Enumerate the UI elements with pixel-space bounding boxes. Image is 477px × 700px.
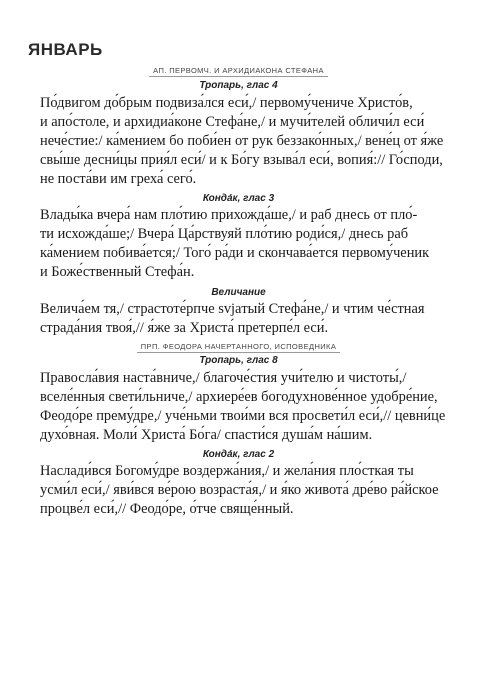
megalynarion-text-stephen: Велича́ем тя,/ страстоте́рпче svjaтый Стефа́не,/ и чтим че́стная страда́ния твоя́,// я́же за Христа́ претерпе́л еси́.: [40, 301, 425, 336]
saint-heading-stephen: АП. ПЕРВОМЧ. И АРХИДИАКОНА СТЕФАНА: [0, 66, 477, 77]
month-title: ЯНВАРЬ: [28, 40, 103, 59]
troparion-text-stephen: По́двигом до́брым подвиза́лся еси́,/ первому́чениче Христо́в, и апо́столе, и архидиа́коне Стефа́не,/ и мучи́телей обличи́л еси́ нече́стие:/ ка́мением бо поби́ен от рук беззако́нных,/ вене́ц от я́же свы́ше десни́цы прия́л еси́/ и к Бо́гу взыва́л еси́, вопия́:// Го́споди, не поста́ви им греха́ сего́.: [40, 95, 444, 187]
kontakion-title-theodore: Конда́к, глас 2: [202, 449, 275, 460]
troparion-text-theodore: Правосла́вия наста́вниче,/ благоче́стия учи́телю и чистоты́,/ вселе́нныя свети́льниче,/ архиере́ев богодухнове́нное удобре́ние, Феодо́ре прему́дре,/ уче́ньми твои́ми вся просвети́л еси́,// цевни́це духо́вная. Моли́ Христа́ Бо́га/ спасти́ся душа́м на́шим.: [40, 370, 446, 443]
troparion-title-stephen: Тропарь, глас 4: [199, 80, 278, 91]
megalynarion-title-stephen: Величание: [211, 287, 266, 298]
saint-heading-theodore: ПРП. ФЕОДОРА НАЧЕРТАННОГО, ИСПОВЕДНИКА: [0, 342, 477, 353]
troparion-title-theodore: Тропарь, глас 8: [199, 355, 278, 366]
kontakion-title-stephen: Конда́к, глас 3: [202, 193, 275, 204]
kontakion-text-stephen: Влады́ка вчера́ нам пло́тию прихожда́ше,/ и раб днесь от пло́- ти исхожда́ше;/ Вчера́ Ца́рствуяй пло́тию роди́ся,/ днесь раб ка́мением побива́ется;/ Того́ ра́ди и скончава́ется первому́ченик и Боже́ственный Стефа́н.: [40, 207, 430, 280]
kontakion-text-theodore: Наслади́вся Богому́дре воздержа́ния,/ и жела́ния пло́сткая ты усми́л еси́,/ яви́вся ве́рою возраста́я,/ и я́ко живота́ дре́во ра́йское процве́л еси́,// Феодо́ре, о́тче свяще́нный.: [40, 463, 439, 517]
